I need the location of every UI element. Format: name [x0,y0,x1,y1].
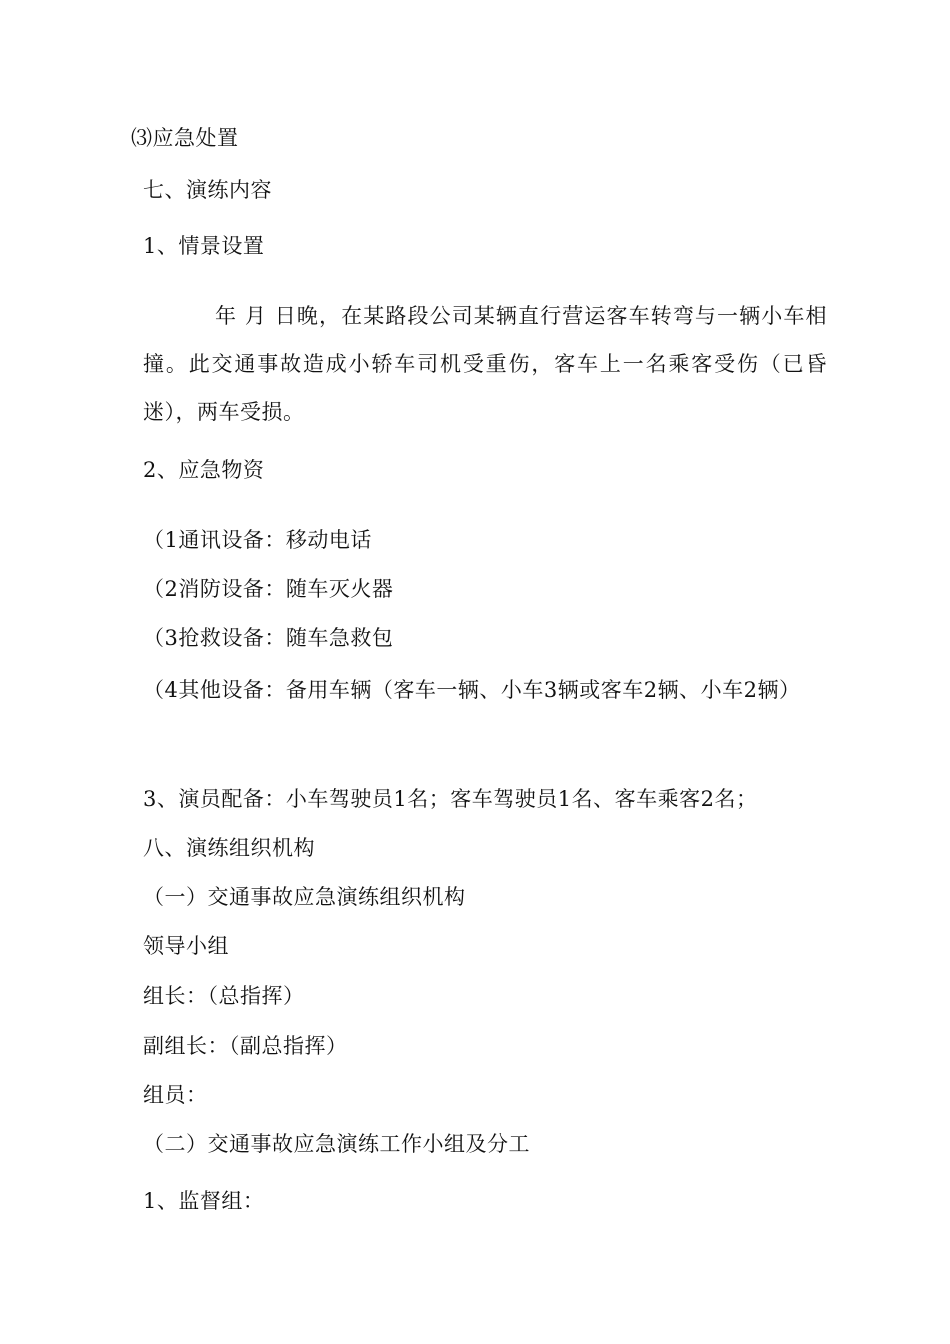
supervision-group-heading: 1、监督组： [143,1189,265,1213]
materials-heading: 2、应急物资 [143,458,265,482]
scenario-paragraph: 年 月 日晚，在某路段公司某辆直行营运客车转弯与一辆小车相撞。此交通事故造成小轿车司机受重伤，客车上一名乘客受伤（已昏迷），两车受损。 [143,304,827,424]
leader-line: 组长：（总指挥） [143,984,305,1008]
members-line: 组员： [143,1083,208,1107]
material-item-rescue: （3抢救设备：随车急救包 [143,626,394,650]
scenario-heading: 1、情景设置 [143,234,265,258]
actors-line: 3、演员配备：小车驾驶员1名；客车驾驶员1名、客车乘客2名； [143,787,758,811]
material-item-fire: （2消防设备：随车灭火器 [143,577,394,601]
subsection-emergency-response: ⑶应急处置 [131,126,239,150]
material-item-other: （4其他设备：备用车辆（客车一辆、小车3辆或客车2辆、小车2辆） [143,678,801,702]
section-seven-heading: 七、演练内容 [143,178,272,202]
leadership-group-label: 领导小组 [143,934,229,958]
section-eight-heading: 八、演练组织机构 [143,836,315,860]
working-groups-heading: （二）交通事故应急演练工作小组及分工 [143,1132,530,1156]
deputy-leader-line: 副组长：（副总指挥） [143,1034,348,1058]
material-item-communication: （1通讯设备：移动电话 [143,528,372,552]
org-structure-heading: （一）交通事故应急演练组织机构 [143,885,466,909]
